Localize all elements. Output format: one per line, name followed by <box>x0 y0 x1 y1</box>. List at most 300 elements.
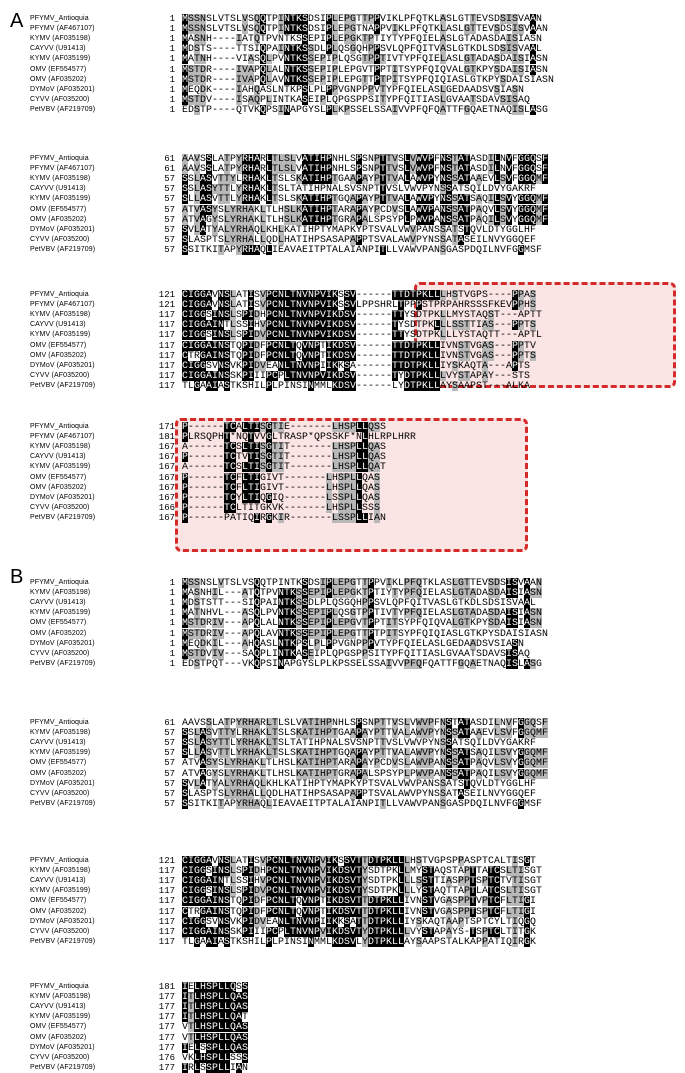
residue: I <box>368 512 374 523</box>
residue: - <box>302 502 308 513</box>
residue: L <box>350 472 356 483</box>
residue: P <box>266 896 272 907</box>
residue: N <box>218 866 224 877</box>
residue: P <box>278 380 284 391</box>
residue: T <box>308 728 314 739</box>
residue: V <box>392 758 398 769</box>
residue: - <box>308 482 314 493</box>
residue: Q <box>260 44 266 55</box>
residue: - <box>314 502 320 513</box>
residue: - <box>506 370 512 381</box>
residue: S <box>206 748 212 759</box>
residue: Q <box>260 74 266 85</box>
residue: K <box>260 738 266 749</box>
residue: A <box>236 992 242 1003</box>
residue: S <box>368 876 374 887</box>
residue: S <box>344 184 350 195</box>
residue: L <box>482 224 488 235</box>
residue: L <box>434 320 440 331</box>
residue: Y <box>392 214 398 225</box>
residue: I <box>242 512 248 523</box>
residue: A <box>518 598 524 609</box>
residue: A <box>272 44 278 55</box>
residue: S <box>500 194 506 205</box>
residue: G <box>506 224 512 235</box>
residue: S <box>476 380 482 391</box>
residue: E <box>428 608 434 619</box>
residue: - <box>230 44 236 55</box>
residue: L <box>308 84 314 95</box>
residue: A <box>482 370 488 381</box>
residue: L <box>476 598 482 609</box>
residue: T <box>284 94 290 105</box>
residue: I <box>326 330 332 341</box>
residue: C <box>272 896 278 907</box>
residue: A <box>248 74 254 85</box>
residue: I <box>428 628 434 639</box>
residue: S <box>278 194 284 205</box>
residue: F <box>398 94 404 105</box>
residue: N <box>278 340 284 351</box>
residue: Y <box>362 936 368 947</box>
residue: S <box>500 758 506 769</box>
residue: S <box>338 472 344 483</box>
residue: A <box>296 648 302 659</box>
residue: T <box>290 290 296 300</box>
residue: T <box>188 1002 194 1013</box>
residue: N <box>218 856 224 866</box>
sequence-name: OMV (EF554577) <box>30 897 87 905</box>
sequence-residues <box>182 728 548 738</box>
residue: I <box>506 34 512 45</box>
residue: P <box>266 906 272 917</box>
residue: Y <box>512 768 518 779</box>
residue: - <box>494 340 500 351</box>
residue: S <box>446 728 452 739</box>
residue: V <box>512 598 518 609</box>
residue: Q <box>530 758 536 769</box>
residue: I <box>326 74 332 85</box>
residue: - <box>230 608 236 619</box>
residue: H <box>524 224 530 235</box>
residue: P <box>248 618 254 629</box>
residue: I <box>212 628 218 639</box>
residue: A <box>290 788 296 799</box>
residue: S <box>458 778 464 789</box>
residue: I <box>506 94 512 105</box>
residue: V <box>410 926 416 937</box>
residue: S <box>260 462 266 473</box>
residue: P <box>320 738 326 749</box>
residue: W <box>410 244 416 255</box>
residue: K <box>518 738 524 749</box>
sequence-name: DYMoV (AF035201) <box>30 85 95 93</box>
residue: A <box>290 778 296 789</box>
residue: N <box>218 290 224 300</box>
residue: C <box>230 502 236 513</box>
residue: L <box>494 758 500 769</box>
residue: I <box>476 184 482 195</box>
residue: H <box>278 768 284 779</box>
residue: S <box>242 876 248 887</box>
residue: P <box>314 778 320 789</box>
residue: A <box>362 758 368 769</box>
residue: S <box>368 658 374 669</box>
residue: P <box>416 788 422 799</box>
residue: T <box>224 154 230 164</box>
residue: S <box>464 234 470 245</box>
residue: K <box>266 502 272 513</box>
residue: A <box>458 94 464 105</box>
residue: S <box>452 174 458 185</box>
residue: Q <box>404 638 410 649</box>
sequence-residues <box>182 290 536 300</box>
residue: F <box>236 482 242 493</box>
residue: V <box>416 798 422 809</box>
residue: S <box>206 164 212 175</box>
residue: Y <box>410 936 416 947</box>
residue: - <box>218 512 224 523</box>
residue: I <box>320 24 326 35</box>
residue: A <box>500 104 506 115</box>
residue: N <box>536 578 542 588</box>
residue: A <box>254 174 260 185</box>
residue: H <box>242 778 248 789</box>
residue: A <box>206 926 212 937</box>
residue: L <box>392 896 398 907</box>
sequence-residues <box>182 225 536 235</box>
residue: S <box>440 184 446 195</box>
residue: A <box>422 936 428 947</box>
residue: A <box>338 758 344 769</box>
residue: V <box>506 768 512 779</box>
residue: S <box>446 44 452 55</box>
residue: P <box>380 628 386 639</box>
residue: P <box>482 936 488 947</box>
sequence-name: PFYMV_Antioquia <box>30 719 89 726</box>
residue: I <box>302 224 308 235</box>
sequence-name: CYVV (AF035200) <box>30 649 90 657</box>
residue: S <box>374 234 380 245</box>
residue: A <box>248 768 254 779</box>
residue: T <box>224 748 230 759</box>
residue: D <box>482 718 488 728</box>
sequence-residues <box>182 1043 248 1053</box>
residue: I <box>314 718 320 728</box>
sequence-start-position: 57 <box>164 798 175 809</box>
residue: T <box>248 492 254 503</box>
residue: S <box>296 34 302 45</box>
residue: R <box>242 718 248 728</box>
residue: L <box>284 310 290 321</box>
residue: - <box>494 290 500 300</box>
residue: D <box>188 44 194 55</box>
residue: L <box>482 234 488 245</box>
residue: C <box>272 290 278 300</box>
residue: A <box>458 164 464 175</box>
residue: P <box>356 788 362 799</box>
residue: V <box>422 748 428 759</box>
residue: S <box>308 44 314 55</box>
residue: A <box>248 94 254 105</box>
residue: P <box>314 350 320 361</box>
residue: S <box>416 856 422 866</box>
sequence-name: DYMoV (AF035201) <box>30 1043 95 1051</box>
residue: V <box>410 154 416 164</box>
residue: K <box>290 618 296 629</box>
residue: L <box>266 94 272 105</box>
residue: I <box>380 608 386 619</box>
residue: V <box>392 154 398 164</box>
residue: P <box>344 472 350 483</box>
residue: Y <box>212 758 218 769</box>
residue: - <box>314 512 320 523</box>
residue: I <box>248 340 254 351</box>
residue: T <box>308 768 314 779</box>
residue: P <box>464 906 470 917</box>
residue: I <box>404 916 410 927</box>
residue: L <box>392 234 398 245</box>
residue: T <box>374 906 380 917</box>
residue: Q <box>362 472 368 483</box>
residue: A <box>476 204 482 215</box>
residue: D <box>308 578 314 588</box>
residue: T <box>500 876 506 887</box>
residue: S <box>512 14 518 24</box>
sequence-residues <box>182 896 536 906</box>
residue: W <box>404 788 410 799</box>
residue: P <box>428 330 434 341</box>
residue: S <box>494 598 500 609</box>
sequence-name: PFYMV_Antioquia <box>30 857 89 864</box>
residue: N <box>416 906 422 917</box>
sequence-name: PetVBV (AF219709) <box>30 937 96 945</box>
residue: A <box>194 788 200 799</box>
sequence-start-position: 1 <box>169 24 175 35</box>
residue: A <box>530 104 536 115</box>
residue: P <box>392 638 398 649</box>
residue: F <box>398 648 404 659</box>
residue: A <box>332 184 338 195</box>
residue: A <box>236 1022 242 1033</box>
residue: - <box>212 462 218 473</box>
sequence-start-position: 117 <box>158 876 175 887</box>
residue: L <box>458 24 464 35</box>
residue: L <box>230 290 236 300</box>
residue: D <box>374 866 380 877</box>
residue: - <box>200 492 206 503</box>
residue: V <box>416 184 422 195</box>
residue: L <box>188 234 194 245</box>
residue: S <box>194 578 200 588</box>
residue: I <box>326 906 332 917</box>
residue: S <box>374 502 380 513</box>
residue: - <box>320 502 326 513</box>
residue: L <box>188 748 194 759</box>
residue: L <box>428 370 434 381</box>
residue: L <box>404 728 410 739</box>
residue: Y <box>428 738 434 749</box>
residue: G <box>518 798 524 809</box>
residue: V <box>500 798 506 809</box>
residue: D <box>368 856 374 866</box>
residue: S <box>452 380 458 391</box>
residue: P <box>350 64 356 75</box>
residue: S <box>380 104 386 115</box>
residue: L <box>446 598 452 609</box>
residue: G <box>524 174 530 185</box>
residue: Q <box>362 482 368 493</box>
residue: Y <box>404 628 410 639</box>
sequence-start-position: 117 <box>158 370 175 381</box>
residue: I <box>278 512 284 523</box>
residue: N <box>308 360 314 371</box>
residue: G <box>476 350 482 361</box>
residue: - <box>206 492 212 503</box>
residue: P <box>464 896 470 907</box>
residue: L <box>356 482 362 493</box>
residue: - <box>206 422 212 432</box>
residue: V <box>290 244 296 255</box>
residue: W <box>416 194 422 205</box>
residue: S <box>200 788 206 799</box>
residue: V <box>302 360 308 371</box>
residue: T <box>440 658 446 669</box>
residue: Y <box>230 768 236 779</box>
residue: A <box>440 588 446 599</box>
residue: - <box>218 442 224 453</box>
residue: T <box>284 638 290 649</box>
residue: S <box>344 360 350 371</box>
residue: I <box>248 350 254 361</box>
residue: N <box>440 164 446 175</box>
residue: T <box>248 482 254 493</box>
residue: S <box>446 588 452 599</box>
residue: L <box>194 1042 200 1053</box>
residue: P <box>374 174 380 185</box>
residue: - <box>356 290 362 300</box>
residue: P <box>326 758 332 769</box>
residue: G <box>200 340 206 351</box>
residue: A <box>182 768 188 779</box>
residue: K <box>422 370 428 381</box>
residue: T <box>218 738 224 749</box>
residue: H <box>272 224 278 235</box>
residue: S <box>188 578 194 588</box>
residue: L <box>404 24 410 35</box>
sequence-residues <box>182 789 536 799</box>
residue: - <box>236 598 242 609</box>
residue: A <box>368 472 374 483</box>
residue: L <box>338 798 344 809</box>
residue: G <box>458 578 464 588</box>
residue: S <box>350 54 356 65</box>
residue: V <box>302 290 308 300</box>
residue: T <box>536 886 542 897</box>
residue: V <box>260 290 266 300</box>
residue: P <box>374 164 380 175</box>
residue: L <box>350 492 356 503</box>
residue: S <box>374 658 380 669</box>
residue: I <box>512 24 518 35</box>
residue: T <box>320 224 326 235</box>
residue: P <box>386 866 392 877</box>
residue: - <box>302 482 308 493</box>
residue: I <box>248 330 254 341</box>
residue: P <box>518 300 524 311</box>
residue: S <box>260 442 266 453</box>
residue: L <box>530 598 536 609</box>
sequence-start-position: 177 <box>158 1032 175 1043</box>
residue: I <box>212 618 218 629</box>
residue: L <box>278 224 284 235</box>
residue: - <box>374 290 380 300</box>
sequence-residues <box>182 341 536 351</box>
residue: - <box>200 462 206 473</box>
residue: T <box>224 14 230 24</box>
residue: A <box>356 798 362 809</box>
residue: N <box>278 658 284 669</box>
residue: I <box>512 856 518 866</box>
residue: P <box>320 94 326 105</box>
residue: A <box>512 184 518 195</box>
residue: G <box>338 728 344 739</box>
residue: T <box>272 422 278 432</box>
residue: M <box>410 866 416 877</box>
residue: S <box>380 452 386 463</box>
residue: D <box>254 350 260 361</box>
residue: E <box>182 104 188 115</box>
residue: S <box>500 768 506 779</box>
residue: Y <box>434 194 440 205</box>
residue: L <box>266 194 272 205</box>
residue: L <box>494 204 500 215</box>
residue: I <box>212 588 218 599</box>
residue: K <box>296 54 302 65</box>
residue: I <box>506 578 512 588</box>
residue: L <box>452 34 458 45</box>
residue: A <box>482 588 488 599</box>
residue: Y <box>212 778 218 789</box>
residue: A <box>428 638 434 649</box>
residue: M <box>524 244 530 255</box>
residue: A <box>452 184 458 195</box>
residue: L <box>224 1062 230 1073</box>
residue: Q <box>368 462 374 473</box>
residue: P <box>266 370 272 381</box>
residue: N <box>278 618 284 629</box>
residue: A <box>524 588 530 599</box>
residue: P <box>428 758 434 769</box>
residue: T <box>290 14 296 24</box>
residue: I <box>518 618 524 629</box>
residue: S <box>518 24 524 35</box>
residue: T <box>356 896 362 907</box>
residue: K <box>332 300 338 311</box>
residue: P <box>266 350 272 361</box>
residue: I <box>314 648 320 659</box>
residue: H <box>278 758 284 769</box>
sequence-name: KYMV (AF035199) <box>30 749 91 757</box>
residue: V <box>482 14 488 24</box>
sequence-residues <box>182 483 380 493</box>
residue: P <box>428 164 434 175</box>
sequence-residues <box>182 748 548 758</box>
residue: R <box>242 244 248 255</box>
residue: S <box>512 648 518 659</box>
residue: T <box>206 778 212 789</box>
residue: A <box>200 380 206 391</box>
